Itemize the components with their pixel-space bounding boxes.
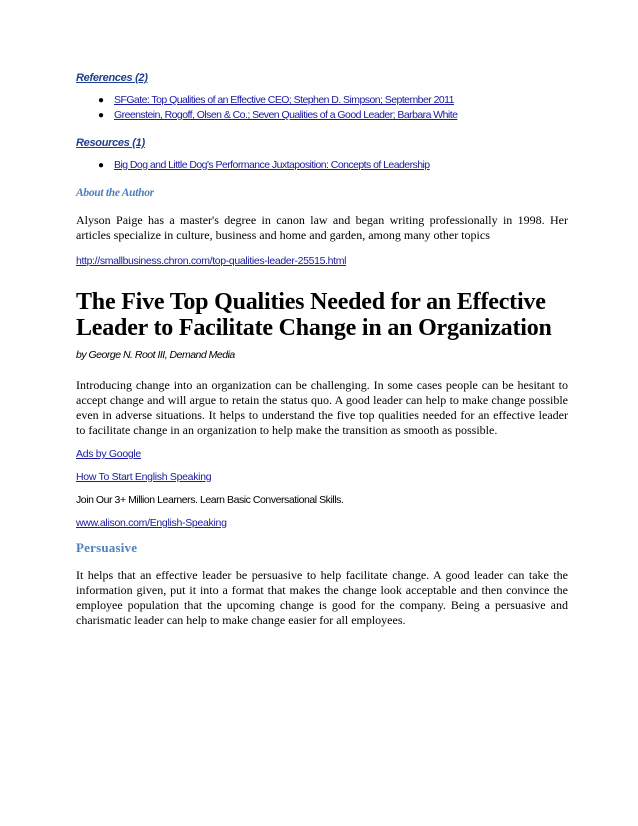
resources-list bbox=[76, 158, 568, 173]
author-bio: Alyson Paige has a master's degree in canon law and began writing professionally in 1998. Her articles specialize in culture, business and home and garden, among many other topics bbox=[76, 213, 568, 242]
bullet-icon: ● bbox=[98, 95, 104, 106]
ads-label-line bbox=[76, 448, 568, 460]
bullet-icon: ● bbox=[98, 160, 104, 171]
resource-link-big-dog[interactable]: Big Dog and Little Dog's Performance Juxtaposition: Concepts of Leadership bbox=[114, 159, 430, 171]
about-author-heading: About the Author bbox=[76, 187, 154, 199]
article-intro: Introducing change into an organization can be challenging. In some cases people can be hesitant to accept change and will argue to retain the status quo. A good leader can help to make change possible even in adverse situations. It helps to understand the five top qualities needed for an effective leader to facilitate change in an organization to help make the transition as smooth as possible. bbox=[76, 378, 568, 437]
list-item bbox=[98, 158, 568, 173]
ads-by-google-link[interactable]: Ads by Google bbox=[76, 448, 141, 460]
source-url-link[interactable]: http://smallbusiness.chron.com/top-qualities-leader-25515.html bbox=[76, 255, 347, 267]
ad-url-link[interactable]: www.alison.com/English-Speaking bbox=[76, 517, 227, 529]
references-heading: References (2) bbox=[76, 72, 148, 84]
ad-title-link[interactable]: How To Start English Speaking bbox=[76, 471, 212, 483]
ad-url-line bbox=[76, 517, 568, 529]
list-item bbox=[98, 108, 568, 123]
article-byline: by George N. Root III, Demand Media bbox=[76, 349, 235, 361]
bullet-icon: ● bbox=[98, 110, 104, 121]
list-item bbox=[98, 93, 568, 108]
reference-link-greenstein[interactable]: Greenstein, Rogoff, Olsen & Co.; Seven Qualities of a Good Leader; Barbara White bbox=[114, 109, 458, 121]
reference-link-sfgate[interactable]: SFGate: Top Qualities of an Effective CEO; Stephen D. Simpson; September 2011 bbox=[114, 94, 454, 106]
article-title: The Five Top Qualities Needed for an Effective Leader to Facilitate Change in an Organization bbox=[76, 289, 552, 341]
references-list bbox=[76, 93, 568, 123]
ad-description: Join Our 3+ Million Learners. Learn Basic Conversational Skills. bbox=[76, 494, 344, 506]
resources-heading: Resources (1) bbox=[76, 137, 145, 149]
ad-title-line bbox=[76, 471, 568, 483]
source-url-line bbox=[76, 255, 568, 267]
persuasive-body: It helps that an effective leader be persuasive to help facilitate change. A good leader can take the information given, put it into a format that makes the change look acceptable and then convince the employee population that the upcoming change is good for the company. Being a persuasive and charismatic leader can help to make change easier for all employees. bbox=[76, 568, 568, 627]
persuasive-heading: Persuasive bbox=[76, 540, 138, 555]
